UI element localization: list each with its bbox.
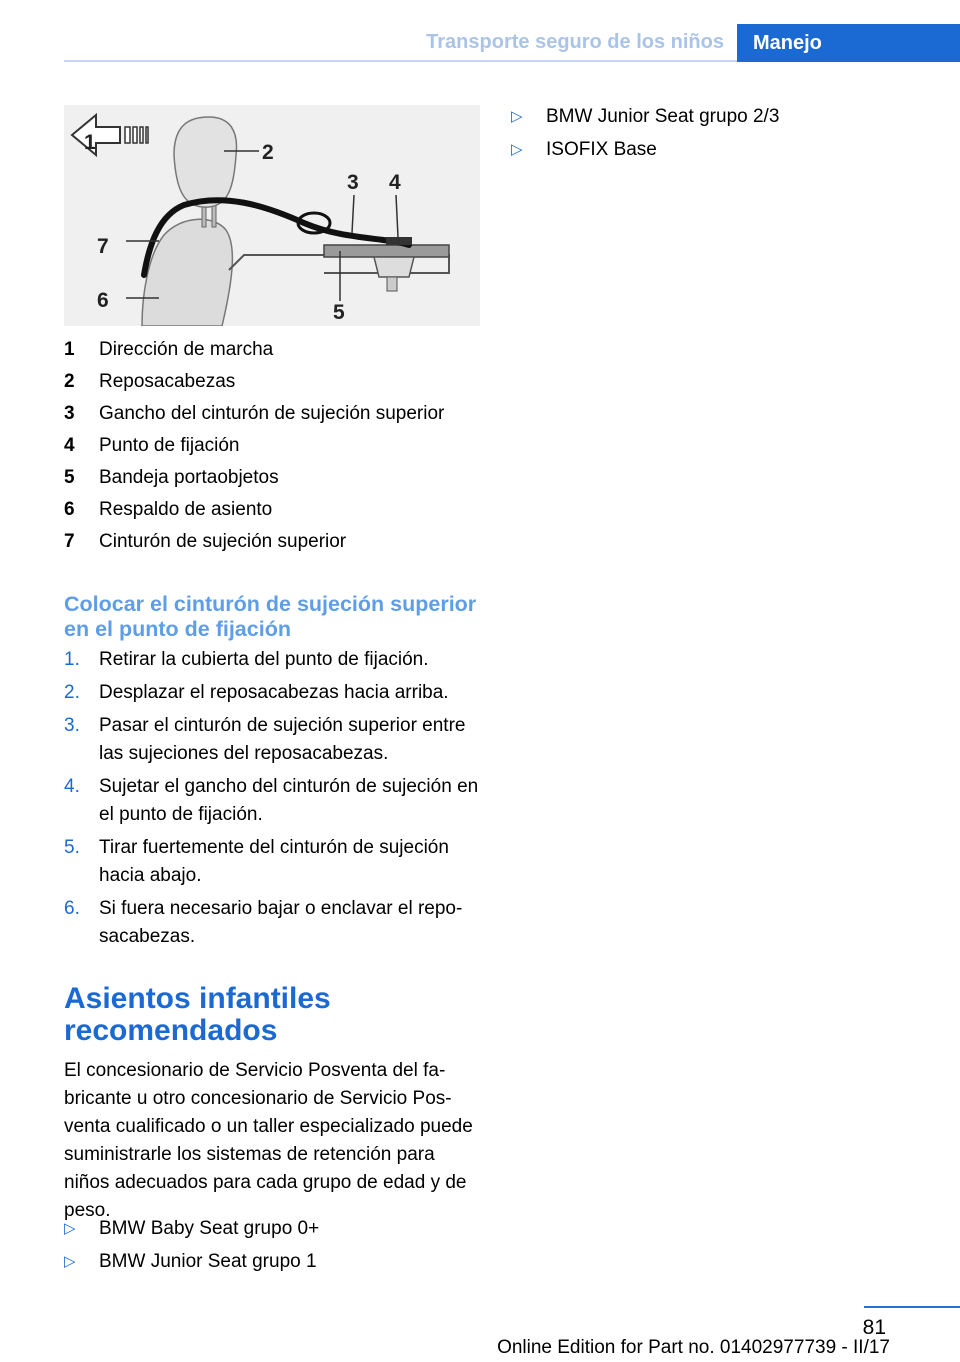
running-header-title: Transporte seguro de los niños	[426, 31, 724, 53]
step-number: 6.	[64, 898, 80, 919]
legend-label: Respaldo de asiento	[99, 499, 273, 520]
body-paragraph: El concesionario de Servicio Posventa del fabricante u otro concesionario de Servicio Posventa cualificado o un taller especializado puede suministrarle los sistemas de retención para niños adecuados para cada grupo de edad y de peso.	[64, 1060, 473, 1221]
legend-number: 2	[64, 371, 75, 392]
legend-item	[64, 496, 484, 528]
legend-item	[64, 368, 484, 400]
headrest	[174, 117, 237, 207]
legend-label: Gancho del cinturón de sujeción superior	[99, 403, 445, 424]
legend-label: Punto de fijación	[99, 435, 240, 456]
legend-number: 7	[64, 531, 75, 552]
step-text: Tirar fuertemente del cinturón de sujeción hacia abajo.	[99, 837, 449, 886]
footer-rule	[864, 1306, 960, 1308]
step-number: 1.	[64, 649, 80, 670]
step-item	[64, 646, 484, 674]
fig-label-3: 3	[347, 171, 359, 194]
legend-item	[64, 464, 484, 496]
list-item-text: BMW Junior Seat grupo 1	[99, 1251, 317, 1272]
list-item	[64, 1248, 484, 1276]
step-text: Pasar el cinturón de sujeción superior entre las sujeciones del reposacabezas.	[99, 715, 466, 764]
fig-label-7: 7	[97, 235, 109, 258]
legend-number: 5	[64, 467, 75, 488]
step-text: Si fuera necesario bajar o enclavar el reposacabezas.	[99, 898, 463, 947]
step-number: 3.	[64, 715, 80, 736]
step-text: Retirar la cubierta del punto de fijación.	[99, 649, 429, 670]
list-item	[511, 136, 931, 164]
step-item	[64, 712, 484, 768]
legend-number: 6	[64, 499, 75, 520]
triangle-bullet-icon: ▷	[511, 141, 523, 158]
step-text: Desplazar el reposacabezas hacia arriba.	[99, 682, 449, 703]
step-item	[64, 773, 484, 829]
seat-list-right	[511, 103, 931, 169]
legend-number: 1	[64, 339, 75, 360]
step-number: 5.	[64, 837, 80, 858]
step-item	[64, 679, 484, 707]
fig-label-4: 4	[389, 171, 401, 194]
step-number: 2.	[64, 682, 80, 703]
instruction-steps	[64, 646, 484, 956]
triangle-bullet-icon: ▷	[64, 1220, 76, 1237]
list-item	[511, 103, 931, 131]
legend-label: Reposacabezas	[99, 371, 236, 392]
legend-item	[64, 432, 484, 464]
figure-legend	[64, 336, 484, 560]
legend-item	[64, 528, 484, 560]
chapter-tab: Manejo	[737, 24, 960, 62]
section-subheading: Colocar el cinturón de sujeción superior en el punto de fijación	[64, 592, 477, 641]
triangle-bullet-icon: ▷	[511, 108, 523, 125]
fig-label-6: 6	[97, 289, 109, 312]
anchor-point	[386, 237, 412, 245]
list-item	[64, 1215, 484, 1243]
legend-number: 4	[64, 435, 75, 456]
edition-footer: Online Edition for Part no. 01402977739 - II/17	[497, 1337, 890, 1358]
list-item-text: BMW Baby Seat grupo 0+	[99, 1218, 320, 1239]
legend-item	[64, 336, 484, 368]
legend-label: Dirección de marcha	[99, 339, 274, 360]
page-number: 81	[862, 1316, 886, 1339]
step-number: 4.	[64, 776, 80, 797]
seat-list-left	[64, 1215, 484, 1281]
list-item-text: BMW Junior Seat grupo 2/3	[546, 106, 780, 127]
legend-item	[64, 400, 484, 432]
section-heading: Asientos infantiles recomendados	[64, 982, 331, 1047]
fig-label-1: 1	[84, 131, 96, 154]
step-item	[64, 895, 484, 951]
header-rule	[64, 60, 737, 62]
legend-number: 3	[64, 403, 75, 424]
headrest-tether-illustration	[64, 105, 480, 326]
legend-label: Cinturón de sujeción superior	[99, 531, 347, 552]
step-item	[64, 834, 484, 890]
step-text: Sujetar el gancho del cinturón de sujeción en el punto de fijación.	[99, 776, 479, 825]
legend-label: Bandeja portaobjetos	[99, 467, 279, 488]
fig-label-2: 2	[262, 141, 274, 164]
list-item-text: ISOFIX Base	[546, 139, 657, 160]
triangle-bullet-icon: ▷	[64, 1253, 76, 1270]
fig-label-5: 5	[333, 301, 345, 324]
